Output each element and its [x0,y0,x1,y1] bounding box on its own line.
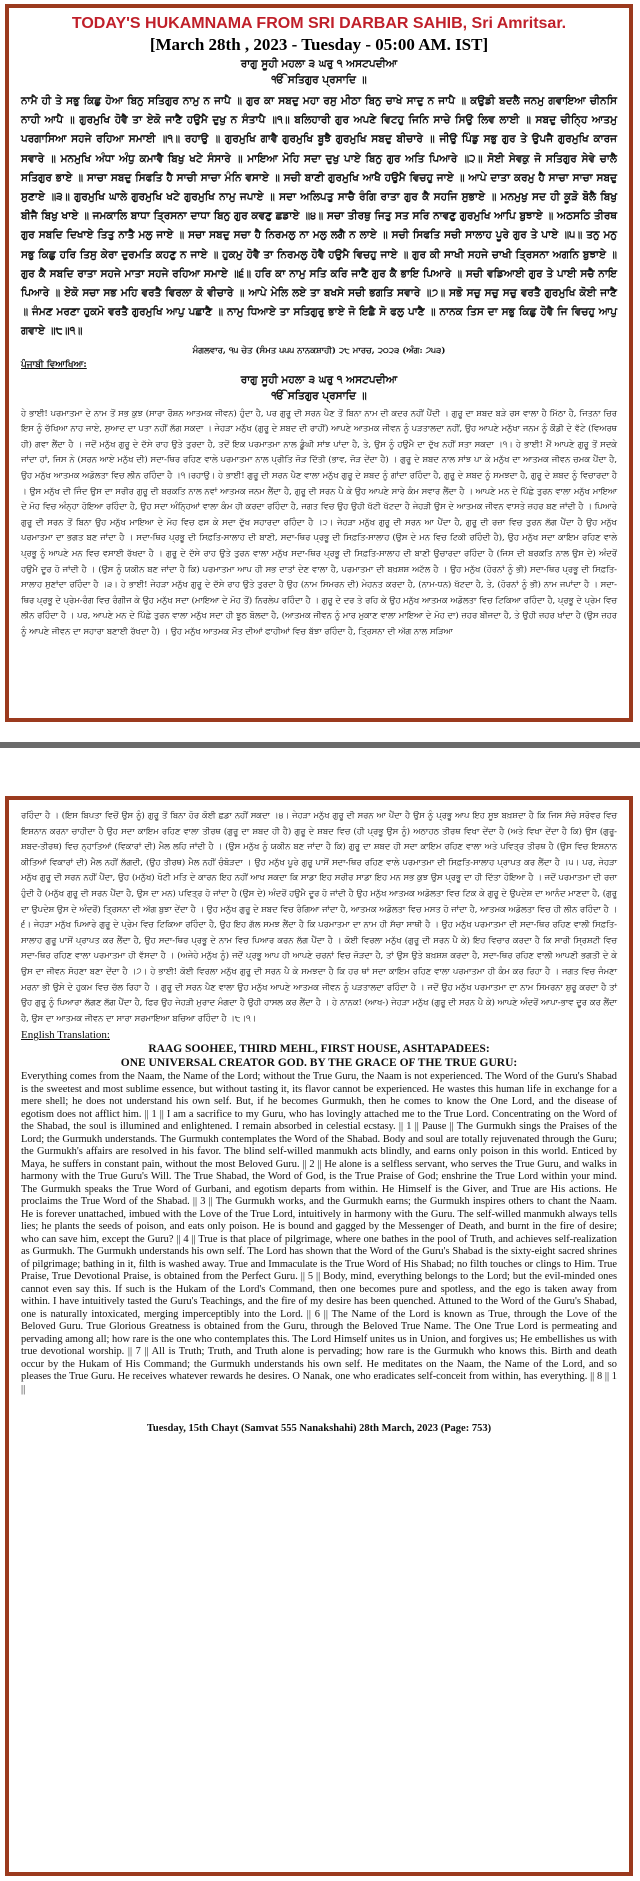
punjabi-explanation-label: ਪੰਜਾਬੀ ਵਿਆਖਿਆ: [21,359,87,370]
date-line: [March 28th , 2023 - Tuesday - 05:00 AM. IST] [149,35,489,54]
raag-heading-2: ਰਾਗੁ ਸੂਹੀ ਮਹਲਾ ੩ ਘਰੁ ੧ ਅਸਟਪਦੀਆ [240,373,398,386]
gurbani-text: ਨਾਮੈ ਹੀ ਤੇ ਸਭੁ ਕਿਛੁ ਹੋਆ ਬਿਨੁ ਸਤਿਗੁਰ ਨਾਮੁ ਨ ਜਾਪੈ ॥ ਗੁਰ ਕਾ ਸਬਦੁ ਮਹਾ ਰਸੁ ਮੀਠਾ ਬਿਨੁ ਚਾਖੇ ਸਾਦੁ ਨ ਜਾਪੈ ॥ ਕਉਡੀ ਬਦਲੈ ਜਨਮੁ ਗਵਾਇਆ ਚੀਨਸਿ ਨਾਹੀ ਆਪੈ ॥ ਗੁਰਮੁਖਿ ਹੋਵੈ ਤਾ ਏਕੋ ਜਾਣੈ ਹਉਮੈ ਦੁਖੁ ਨ ਸੰਤਾਪੈ ॥੧॥ ਬਲਿਹਾਰੀ ਗੁਰ ਅਪਣੇ ਵਿਟਹੁ ਜਿਨਿ ਸਾਚੇ ਸਿਉ ਲਿਵ ਲਾਈ ॥ ਸਬਦੁ ਚੀਨ੍ਹਿ ਆਤਮੁ ਪਰਗਾਸਿਆ ਸਹਜੇ ਰਹਿਆ ਸਮਾਈ ॥੧॥ ਰਹਾਉ ॥ ਗੁਰਮੁਖਿ ਗਾਵੈ ਗੁਰਮੁਖਿ ਬੂਝੈ ਗੁਰਮੁਖਿ ਸਬਦੁ ਬੀਚਾਰੇ ॥ ਜੀਉ ਪਿੰਡੁ ਸਭੁ ਗੁਰ ਤੇ ਉਪਜੈ ਗੁਰਮੁਖਿ ਕਾਰਜ ਸਵਾਰੇ ॥ ਮਨਮੁਖਿ ਅੰਧਾ ਅੰਧੁ ਕਮਾਵੈ ਬਿਖੁ ਖਟੇ ਸੰਸਾਰੇ ॥ ਮਾਇਆ ਮੋਹਿ ਸਦਾ ਦੁਖੁ ਪਾਏ ਬਿਨੁ ਗੁਰ ਅਤਿ ਪਿਆਰੇ ॥੨॥ ਸੋਈ ਸੇਵਕੁ ਜੋ ਸਤਿਗੁਰ ਸੇਵੇ ਚਾਲੈ ਸਤਿਗੁਰ ਭਾਏ ॥ ਸਾਚਾ ਸਬਦੁ ਸਿਫਤਿ ਹੈ ਸਾਚੀ ਸਾਚਾ ਮੰਨਿ ਵਸਾਏ ॥ ਸਚੀ ਬਾਣੀ ਗੁਰਮੁਖਿ ਆਖੈ ਹਉਮੈ ਵਿਚਹੁ ਜਾਏ ॥ ਆਪੇ ਦਾਤਾ ਕਰਮੁ ਹੈ ਸਾਚਾ ਸਾਚਾ ਸਬਦੁ ਸੁਣਾਏ ॥੩॥ ਗੁਰਮੁਖਿ ਘਾਲੇ ਗੁਰਮੁਖਿ ਖਟੇ ਗੁਰਮੁਖਿ ਨਾਮੁ ਜਪਾਏ ॥ ਸਦਾ ਅਲਿਪਤੁ ਸਾਚੈ ਰੰਗਿ ਰਾਤਾ ਗੁਰ ਕੈ ਸਹਜਿ ਸੁਭਾਏ ॥ ਮਨਮੁਖੁ ਸਦ ਹੀ ਕੂੜੋ ਬੋਲੈ ਬਿਖੁ ਬੀਜੈ ਬਿਖੁ ਖਾਏ ॥ ਜਮਕਾਲਿ ਬਾਧਾ ਤ੍ਰਿਸਨਾ ਦਾਧਾ ਬਿਨੁ ਗੁਰ ਕਵਣੁ ਛਡਾਏ ॥੪॥ ਸਚਾ ਤੀਰਥੁ ਜਿਤੁ ਸਤ ਸਰਿ ਨਾਵਣੁ ਗੁਰਮੁਖਿ ਆਪਿ ਬੁਝਾਏ ॥ ਅਠਸਠਿ ਤੀਰਥ ਗੁਰ ਸਬਦਿ ਦਿਖਾਏ ਤਿਤੁ ਨਾਤੈ ਮਲੁ ਜਾਏ ॥ ਸਚਾ ਸਬਦੁ ਸਚਾ ਹੈ ਨਿਰਮਲੁ ਨਾ ਮਲੁ ਲਗੈ ਨ ਲਾਏ ॥ ਸਚੀ ਸਿਫਤਿ ਸਚੀ ਸਾਲਾਹ ਪੂਰੇ ਗੁਰ ਤੇ ਪਾਏ ॥੫॥ ਤਨੁ ਮਨੁ ਸਭੁ ਕਿਛੁ ਹਰਿ ਤਿਸੁ ਕੇਰਾ ਦੁਰਮਤਿ ਕਹਣੁ ਨ ਜਾਏ ॥ ਹੁਕਮੁ ਹੋਵੈ ਤਾ ਨਿਰਮਲੁ ਹੋਵੈ ਹਉਮੈ ਵਿਚਹੁ ਜਾਏ ॥ ਗੁਰ ਕੀ ਸਾਖੀ ਸਹਜੇ ਚਾਖੀ ਤ੍ਰਿਸਨਾ ਅਗਨਿ ਬੁਝਾਏ ॥ ਗੁਰ ਕੈ ਸਬਦਿ ਰਾਤਾ ਸਹਜੇ ਮਾਤਾ ਸਹਜੇ ਰਹਿਆ ਸਮਾਏ ॥੬॥ ਹਰਿ ਕਾ ਨਾਮੁ ਸਤਿ ਕਰਿ ਜਾਣੈ ਗੁਰ ਕੈ ਭਾਇ ਪਿਆਰੇ ॥ ਸਚੀ ਵਡਿਆਈ ਗੁਰ ਤੇ ਪਾਈ ਸਚੈ ਨਾਇ ਪਿਆਰੇ ॥ ਏਕੋ ਸਚਾ ਸਭ ਮਹਿ ਵਰਤੈ ਵਿਰਲਾ ਕੋ ਵੀਚਾਰੇ ॥ ਆਪੇ ਮੇਲਿ ਲਏ ਤਾ ਬਖਸੇ ਸਚੀ ਭਗਤਿ ਸਵਾਰੇ ॥੭॥ ਸਭੋ ਸਚੁ ਸਚੁ ਸਚੁ ਵਰਤੈ ਗੁਰਮੁਖਿ ਕੋਈ ਜਾਣੈ ॥ ਜੰਮਣ ਮਰਣਾ ਹੁਕਮੋ ਵਰਤੈ ਗੁਰਮੁਖਿ ਆਪੁ ਪਛਾਣੈ ॥ ਨਾਮੁ ਧਿਆਏ ਤਾ ਸਤਿਗੁਰੁ ਭਾਏ ਜੋ ਇਛੈ ਸੋ ਫਲੁ ਪਾਣੈ ॥ ਨਾਨਕ ਤਿਸ ਦਾ ਸਭੁ ਕਿਛੁ ਹੋਵੈ ਜਿ ਵਿਚਹੁ ਆਪੁ ਗਵਾਏ ॥੮॥੧॥ [21,95,617,338]
hukamnama-bottom-panel [5,796,633,1876]
english-translation-text: Everything comes from the Naam, the Name of the Lord; without the True Guru, the Naam is not experienced. The Word of the Guru's Shabad is the sweetest and most sublime essence, but without tasting it, its flavor cannot be experienced. He wastes this human life in exchange for a mere shell; he does not understand his own self. But, if he becomes Gurmukh, then he comes to know the One Lord, and the disease of egotism does not afflict him. || 1 || I am a sacrifice to my Guru, who has lovingly attached me to the True Lord. Concentrating on the Word of the Shabad, the soul is illumined and enlightened. I remain absorbed in celestial ecstasy. || 1 || Pause || The Gurmukh sings the Praises of the Lord; the Gurmukh understands. The Gurmukh contemplates the Word of the Shabad. Body and soul are totally rejuvenated through the Guru; the Gurmukh's affairs are resolved in his favor. The blind self-willed manmukh acts blindly, and earns only poison in this world. Enticed by Maya, he suffers in constant pain, without the most Beloved Guru. || 2 || He alone is a selfless servant, who serves the True Guru, and walks in harmony with the True Guru's Will. The True Shabad, the Word of God, is the True Praise of God; enshrine the True Lord within your mind. The Gurmukh speaks the True Word of Gurbani, and egotism departs from within. He Himself is the Giver, and True are His actions. He proclaims the True Word of the Shabad. || 3 || The Gurmukh works, and the Gurmukh earns; the Gurmukh inspires others to chant the Naam. He is forever unattached, imbued with the Love of the True Lord, intuitively in harmony with the Guru. The self-willed manmukh always tells lies; he plants the seeds of poison, and eats only poison. He is bound and gagged by the Messenger of Death, and burnt in the fire of desire; who can save him, except the Guru? || 4 || True is that place of pilgrimage, where one bathes in the pool of Truth, and achieves self-realization as Gurmukh. The Gurmukh understands his own self. The Lord has shown that the Word of the Guru's Shabad is the sixty-eight sacred shrines of pilgrimage; bathing in it, filth is washed away. True and Immaculate is the True Word of His Shabad; no filth touches or clings to Him. True Praise, True Devotional Praise, is obtained from the Perfect Guru. || 5 || Body, mind, everything belongs to the Lord; but the evil-minded ones cannot even say this. If such is the Hukam of the Lord's Command, then one becomes pure and spotless, and the ego is taken away from within. I have intuitively tasted the Guru's Teachings, and the fire of my desire has been quenched. Attuned to the Word of the Guru's Shabad, one is naturally intoxicated, merging imperceptibly into the Lord. || 6 || The Name of the Lord is known as True, through the Love of the Beloved Guru. True Glorious Greatness is obtained from the Guru, through the Beloved True Name. The One True Lord is permeating and pervading among all; how rare is the one who contemplates this. The Lord Himself unites us in Union, and forgives us; He embellishes us with true devotional worship. || 7 || All is Truth; Truth, and Truth alone is pervading; how rare is the Gurmukh who knows this. Birth and death occur by the Hukam of His Command; the Gurmukh understands his own self. He meditates on the Naam, the Name of the Lord, and so pleases the True Guru. He receives whatever rewards he desires. O Nanak, one who eradicates self-conceit from within, has everything. || 8 || 1 || [21,1071,617,1395]
page-title: TODAY'S HUKAMNAMA FROM SRI DARBAR SAHIB, Sri Amritsar. [71,15,567,32]
english-translation-label: English Translation: [21,1029,110,1042]
hukamnama-top-panel [5,4,633,722]
punjabi-explanation-continued: ਰਹਿੰਦਾ ਹੈ । (ਇਸ ਬਿਪਤਾ ਵਿਚੋਂ ਉਸ ਨੂੰ) ਗੁਰੂ ਤੋਂ ਬਿਨਾ ਹੋਰ ਕੋਈ ਛਡਾ ਨਹੀਂ ਸਕਦਾ ।੪। ਜੇਹੜਾ ਮਨੁੱਖ ਗੁਰੂ ਦੀ ਸਰਨ ਆ ਪੈਂਦਾ ਹੈ ਉਸ ਨੂੰ ਪ੍ਰਭੂ ਆਪ ਇਹ ਸੂਝ ਬਖ਼ਸ਼ਦਾ ਹੈ ਕਿ ਜਿਸ ਸੱਚੇ ਸਰੋਵਰ ਵਿਚ ਇਸ਼ਨਾਨ ਕਰਨਾ ਚਾਹੀਦਾ ਹੈ ਉਹ ਸਦਾ ਕਾਇਮ ਰਹਿਣ ਵਾਲਾ ਤੀਰਥ (ਗੁਰੂ ਦਾ ਸ਼ਬਦ ਹੀ ਹੈ) ਗੁਰੂ ਦੇ ਸ਼ਬਦ ਵਿਚ (ਹੀ ਪ੍ਰਭੂ ਉਸ ਨੂੰ) ਅਠਾਹਠ ਤੀਰਥ ਵਿਖਾ ਦੇਂਦਾ ਹੈ (ਅਤੇ ਵਿਖਾ ਦੇਂਦਾ ਹੈ ਕਿ) ਉਸ (ਗੁਰੂ-ਸ਼ਬਦ-ਤੀਰਥ) ਵਿਚ ਨ੍ਹਾਤਿਆਂ (ਵਿਕਾਰਾਂ ਦੀ) ਮੈਲ ਲਹਿ ਜਾਂਦੀ ਹੈ । (ਉਸ ਮਨੁੱਖ ਨੂੰ ਯਕੀਨ ਬਣ ਜਾਂਦਾ ਹੈ ਕਿ) ਗੁਰੂ ਦਾ ਸ਼ਬਦ ਹੀ ਸਦਾ ਕਾਇਮ ਰਹਿਣ ਵਾਲਾ ਅਤੇ ਪਵਿਤ੍ਰ ਤੀਰਥ ਹੈ (ਉਸ ਵਿਚ ਇਸ਼ਨਾਨ ਕੀਤਿਆਂ ਵਿਕਾਰਾਂ ਦੀ) ਮੈਲ ਨਹੀਂ ਲੱਗਦੀ, (ਉਹ ਤੀਰਥ) ਮੈਲ ਨਹੀਂ ਚੰਬੋੜਦਾ । ਉਹ ਮਨੁੱਖ ਪੂਰੇ ਗੁਰੂ ਪਾਸੋਂ ਸਦਾ-ਥਿਰ ਰਹਿਣ ਵਾਲੇ ਪਰਮਾਤਮਾ ਦੀ ਸਿਫ਼ਤਿ-ਸਾਲਾਹ ਪ੍ਰਾਪਤ ਕਰ ਲੈਂਦਾ ਹੈ ।੫। ਪਰ, ਜੇਹੜਾ ਮਨੁੱਖ ਗੁਰੂ ਦੀ ਸਰਨ ਨਹੀਂ ਪੈਂਦਾ, ਉਹ (ਮਨੁੱਖ) ਖੋਟੀ ਮਤਿ ਦੇ ਕਾਰਨ ਇਹ ਨਹੀਂ ਆਖ ਸਕਦਾ ਕਿ ਸਾਡਾ ਇਹ ਸਰੀਰ ਸਾਡਾ ਇਹ ਮਨ ਸਭ ਕੁਝ ਉਸ ਪ੍ਰਭੂ ਦਾ ਹੀ ਦਿੱਤਾ ਹੋਇਆ ਹੈ । ਜਦੋਂ ਪਰਮਾਤਮਾ ਦੀ ਰਜ਼ਾ ਹੁੰਦੀ ਹੈ (ਮਨੁੱਖ ਗੁਰੂ ਦੀ ਸਰਨ ਪੈਂਦਾ ਹੈ, ਉਸ ਦਾ ਮਨ) ਪਵਿਤ੍ਰ ਹੋ ਜਾਂਦਾ ਹੈ (ਉਸ ਦੇ) ਅੰਦਰੋਂ ਹਉਮੈ ਦੂਰ ਹੋ ਜਾਂਦੀ ਹੈ ਉਹ ਮਨੁੱਖ ਆਤਮਕ ਅਡੋਲਤਾ ਵਿਚ ਟਿਕ ਕੇ ਗੁਰੂ ਦੇ ਉਪਦੇਸ਼ ਦਾ ਆਨੰਦ ਮਾਣਦਾ ਹੈ, (ਗੁਰੂ ਦਾ ਉਪਦੇਸ਼ ਉਸ ਦੇ ਅੰਦਰੋਂ) ਤ੍ਰਿਸਨਾ ਦੀ ਅੱਗ ਬੁਝਾ ਦੇਂਦਾ ਹੈ । ਉਹ ਮਨੁੱਖ ਗੁਰੂ ਦੇ ਸ਼ਬਦ ਵਿਚ ਰੰਗਿਆ ਜਾਂਦਾ ਹੈ, ਆਤਮਕ ਅਡੋਲਤਾ ਵਿਚ ਮਸਤ ਹੋ ਜਾਂਦਾ ਹੈ, ਆਤਮਕ ਅਡੋਲਤਾ ਵਿਚ ਹੀ ਲੀਨ ਰਹਿੰਦਾ ਹੈ ।੬। ਜੇਹੜਾ ਮਨੁੱਖ ਪਿਆਰੇ ਗੁਰੂ ਦੇ ਪ੍ਰੇਮ ਵਿਚ ਟਿਕਿਆ ਰਹਿੰਦਾ ਹੈ, ਉਹ ਇਹ ਗੱਲ ਸਮਝ ਲੈਂਦਾ ਹੈ ਕਿ ਪਰਮਾਤਮਾ ਦਾ ਨਾਮ ਹੀ ਸੱਚਾ ਸਾਥੀ ਹੈ । ਉਹ ਮਨੁੱਖ ਪਰਮਾਤਮਾ ਦੀ ਸਦਾ-ਥਿਰ ਰਹਿਣ ਵਾਲੀ ਸਿਫ਼ਤਿ-ਸਾਲਾਹ ਗੁਰੂ ਪਾਸੋਂ ਪ੍ਰਾਪਤ ਕਰ ਲੈਂਦਾ ਹੈ, ਉਹ ਸਦਾ-ਥਿਰ ਪ੍ਰਭੂ ਦੇ ਨਾਮ ਵਿਚ ਪਿਆਰ ਕਰਨ ਲੱਗ ਪੈਂਦਾ ਹੈ । ਕੋਈ ਵਿਰਲਾ ਮਨੁੱਖ (ਗੁਰੂ ਦੀ ਸਰਨ ਪੈ ਕੇ) ਇਹ ਵਿਚਾਰ ਕਰਦਾ ਹੈ ਕਿ ਸਾਰੀ ਸ੍ਰਿਸ਼ਟੀ ਵਿਚ ਸਦਾ-ਥਿਰ ਰਹਿਣ ਵਾਲਾ ਪਰਮਾਤਮਾ ਹੀ ਵੱਸਦਾ ਹੈ । (ਅਜੇਹੇ ਮਨੁੱਖ ਨੂੰ) ਜਦੋਂ ਪ੍ਰਭੂ ਆਪ ਹੀ ਆਪਣੇ ਚਰਨਾਂ ਵਿਚ ਜੋੜਦਾ ਹੈ, ਤਾਂ ਉਸ ਉਤੇ ਬਖ਼ਸ਼ਸ਼ ਕਰਦਾ ਹੈ, ਸਦਾ-ਥਿਰ ਰਹਿਣ ਵਾਲੀ ਆਪਣੀ ਭਗਤੀ ਦੇ ਕੇ ਉਸ ਦਾ ਜੀਵਨ ਸੋਹਣਾ ਬਣਾ ਦੇਂਦਾ ਹੈ ।੭। ਹੇ ਭਾਈ! ਕੋਈ ਵਿਰਲਾ ਮਨੁੱਖ ਗੁਰੂ ਦੀ ਸਰਨ ਪੈ ਕੇ ਸਮਝਦਾ ਹੈ ਕਿ ਹਰ ਥਾਂ ਸਦਾ ਕਾਇਮ ਰਹਿਣ ਵਾਲਾ ਪਰਮਾਤਮਾ ਹੀ ਕੰਮ ਕਰ ਰਿਹਾ ਹੈ । ਜਗਤ ਵਿਚ ਜੰਮਣਾ ਮਰਨਾ ਭੀ ਉਸੇ ਦੇ ਹੁਕਮ ਵਿਚ ਚੱਲ ਰਿਹਾ ਹੈ । ਗੁਰੂ ਦੀ ਸਰਨ ਪੈਣ ਵਾਲਾ ਉਹ ਮਨੁੱਖ ਆਪਣੇ ਆਤਮਕ ਜੀਵਨ ਨੂੰ ਪੜਤਾਲਦਾ ਰਹਿੰਦਾ ਹੈ । ਜਦੋਂ ਉਹ ਮਨੁੱਖ ਪਰਮਾਤਮਾ ਦਾ ਨਾਮ ਸਿਮਰਨਾ ਸ਼ੁਰੂ ਕਰਦਾ ਹੈ ਤਾਂ ਉਹ ਗੁਰੂ ਨੂੰ ਪਿਆਰਾ ਲੱਗਣ ਲੱਗ ਪੈਂਦਾ ਹੈ, ਫਿਰ ਉਹ ਜੇਹੜੀ ਮੁਰਾਦ ਮੰਗਦਾ ਹੈ ਉਹੀ ਹਾਸਲ ਕਰ ਲੈਂਦਾ ਹੈ । ਹੇ ਨਾਨਕ! (ਆਖ-) ਜੇਹੜਾ ਮਨੁੱਖ (ਗੁਰੂ ਦੀ ਸਰਨ ਪੈ ਕੇ) ਆਪਣੇ ਅੰਦਰੋਂ ਆਪਾ-ਭਾਵ ਦੂਰ ਕਰ ਲੈਂਦਾ ਹੈ, ਉਸ ਦਾ ਆਤਮਕ ਜੀਵਨ ਦਾ ਸਾਰਾ ਸਰਮਾਇਆ ਬਚਿਆ ਰਹਿੰਦਾ ਹੈ ।੮।੧। [21,810,617,1023]
ik-onkar-heading-2: ੴ ਸਤਿਗੁਰ ਪ੍ਰਸਾਦਿ ॥ [271,389,367,402]
ik-onkar-heading: ੴ ਸਤਿਗੁਰ ਪ੍ਰਸਾਦਿ ॥ [271,74,367,86]
footer-date: Tuesday, 15th Chayt (Samvat 555 Nanakshahi) 28th March, 2023 (Page: 753) [146,1423,492,1435]
divider [0,742,640,748]
english-heading-ik-onkar: ONE UNIVERSAL CREATOR GOD. BY THE GRACE OF THE TRUE GURU: [120,1057,518,1070]
nanakshahi-date: ਮੰਗਲਵਾਰ, ੧੫ ਚੇਤ (ਸੰਮਤ ੫੫੫ ਨਾਨਕਸ਼ਾਹੀ) ੨੮ ਮਾਰਚ, ੨੦੨੩ (ਅੰਗ: ੭੫੩) [192,345,446,356]
punjabi-explanation-text: ਹੇ ਭਾਈ! ਪਰਮਾਤਮਾ ਦੇ ਨਾਮ ਤੋਂ ਸਭ ਕੁਝ (ਸਾਰਾ ਰੌਸ਼ਨ ਆਤਮਕ ਜੀਵਨ) ਹੁੰਦਾ ਹੈ, ਪਰ ਗੁਰੂ ਦੀ ਸਰਨ ਪੈਣ ਤੋਂ ਬਿਨਾ ਨਾਮ ਦੀ ਕਦਰ ਨਹੀਂ ਪੈਂਦੀ । ਗੁਰੂ ਦਾ ਸ਼ਬਦ ਬੜੇ ਰਸ ਵਾਲਾ ਹੈ ਮਿੱਠਾ ਹੈ, ਜਿਤਨਾ ਚਿਰ ਇਸ ਨੂੰ ਚੱਖਿਆ ਨਾਹ ਜਾਏ, ਸੁਆਦ ਦਾ ਪਤਾ ਨਹੀਂ ਲੱਗ ਸਕਦਾ । ਜੇਹੜਾ ਮਨੁੱਖ (ਗੁਰੂ ਦੇ ਸ਼ਬਦ ਦੀ ਰਾਹੀਂ) ਆਪਣੇ ਆਤਮਕ ਜੀਵਨ ਨੂੰ ਪੜਤਾਲਦਾ ਨਹੀਂ, ਉਹ ਆਪਣੇ ਮਨੁੱਖਾ ਜਨਮ ਨੂੰ ਕੌਡੀ ਦੇ ਵੱਟੇ (ਵਿਅਰਥ ਹੀ) ਗਵਾ ਲੈਂਦਾ ਹੈ । ਜਦੋਂ ਮਨੁੱਖ ਗੁਰੂ ਦੇ ਦੱਸੇ ਰਾਹ ਉਤੇ ਤੁਰਦਾ ਹੈ, ਤਦੋਂ ਇਕ ਪਰਮਾਤਮਾ ਨਾਲ ਡੂੰਘੀ ਸਾਂਝ ਪਾਂਦਾ ਹੈ, ਤੇ, ਉਸ ਨੂੰ ਹਉਮੈ ਦਾ ਦੁੱਖ ਨਹੀਂ ਸਤਾ ਸਕਦਾ ।੧। ਹੇ ਭਾਈ! ਮੈਂ ਆਪਣੇ ਗੁਰੂ ਤੋਂ ਸਦਕੇ ਜਾਂਦਾ ਹਾਂ, ਜਿਸ ਨੇ (ਸਰਨ ਆਏ ਮਨੁੱਖ ਦੀ) ਸਦਾ-ਥਿਰ ਰਹਿਣ ਵਾਲੇ ਪਰਮਾਤਮਾ ਨਾਲ ਪ੍ਰੀਤਿ ਜੋੜ ਦਿੱਤੀ (ਭਾਵ, ਜੋੜ ਦੇਂਦਾ ਹੈ) । ਗੁਰੂ ਦੇ ਸ਼ਬਦ ਨਾਲ ਸਾਂਝ ਪਾ ਕੇ ਮਨੁੱਖ ਦਾ ਆਤਮਕ ਜੀਵਨ ਚਮਕ ਪੈਂਦਾ ਹੈ, ਉਹ ਮਨੁੱਖ ਆਤਮਕ ਅਡੋਲਤਾ ਵਿਚ ਲੀਨ ਰਹਿੰਦਾ ਹੈ ।੧।ਰਹਾਉ। ਹੇ ਭਾਈ! ਗੁਰੂ ਦੀ ਸਰਨ ਪੈਣ ਵਾਲਾ ਮਨੁੱਖ ਗੁਰੂ ਦੇ ਸ਼ਬਦ ਨੂੰ ਗਾਂਦਾ ਰਹਿੰਦਾ ਹੈ, ਗੁਰੂ ਦੇ ਸ਼ਬਦ ਨੂੰ ਸਮਝਦਾ ਹੈ, ਗੁਰੂ ਦੇ ਸ਼ਬਦ ਨੂੰ ਵਿਚਾਰਦਾ ਹੈ । ਉਸ ਮਨੁੱਖ ਦੀ ਜਿੰਦ ਉਸ ਦਾ ਸਰੀਰ ਗੁਰੂ ਦੀ ਬਰਕਤਿ ਨਾਲ ਨਵਾਂ ਆਤਮਕ ਜਨਮ ਲੈਂਦਾ ਹੈ, ਗੁਰੂ ਦੀ ਸਰਨ ਪੈ ਕੇ ਉਹ ਆਪਣੇ ਸਾਰੇ ਕੰਮ ਸਵਾਰ ਲੈਂਦਾ ਹੈ । ਆਪਣੇ ਮਨ ਦੇ ਪਿੱਛੇ ਤੁਰਨ ਵਾਲਾ ਮਨੁੱਖ ਮਾਇਆ ਦੇ ਮੋਹ ਵਿਚ ਅੰਨ੍ਹਾ ਹੋਇਆ ਰਹਿੰਦਾ ਹੈ, ਉਹ ਸਦਾ ਅੰਨ੍ਹਿਆਂ ਵਾਲਾ ਕੰਮ ਹੀ ਕਰਦਾ ਰਹਿੰਦਾ ਹੈ, ਜਗਤ ਵਿਚ ਉਹ ਉਹੀ ਖੱਟੀ ਖੱਟਦਾ ਹੈ ਜੇਹੜੀ ਉਸ ਦੇ ਆਤਮਕ ਜੀਵਨ ਵਾਸਤੇ ਜ਼ਹਰ ਬਣ ਜਾਂਦੀ ਹੈ । ਪਿਆਰੇ ਗੁਰੂ ਦੀ ਸਰਨ ਤੋਂ ਬਿਨਾ ਉਹ ਮਨੁੱਖ ਮਾਇਆ ਦੇ ਮੋਹ ਵਿਚ ਫਸ ਕੇ ਸਦਾ ਦੁੱਖ ਸਹਾਰਦਾ ਰਹਿੰਦਾ ਹੈ ।੨। ਜੇਹੜਾ ਮਨੁੱਖ ਗੁਰੂ ਦੀ ਸਰਨ ਆ ਪੈਂਦਾ ਹੈ, ਗੁਰੂ ਦੀ ਰਜ਼ਾ ਵਿਚ ਤੁਰਨ ਲੱਗ ਪੈਂਦਾ ਹੈ ਉਹ ਮਨੁੱਖ ਪਰਮਾਤਮਾ ਦਾ ਭਗਤ ਬਣ ਜਾਂਦਾ ਹੈ । ਸਦਾ-ਥਿਰ ਪ੍ਰਭੂ ਦੀ ਸਿਫ਼ਤਿ-ਸਾਲਾਹ ਦੀ ਬਾਣੀ, ਸਦਾ-ਥਿਰ ਪ੍ਰਭੂ ਦੀ ਸਿਫ਼ਤਿ-ਸਾਲਾਹ (ਉਸ ਦੇ ਮਨ ਵਿਚ ਟਿਕੀ ਰਹਿੰਦੀ ਹੈ), ਉਹ ਮਨੁੱਖ ਸਦਾ ਕਾਇਮ ਰਹਿਣ ਵਾਲੇ ਪ੍ਰਭੂ ਨੂੰ ਆਪਣੇ ਮਨ ਵਿਚ ਵਸਾਈ ਰੱਖਦਾ ਹੈ । ਗੁਰੂ ਦੇ ਦੱਸੇ ਰਾਹ ਉਤੇ ਤੁਰਨ ਵਾਲਾ ਮਨੁੱਖ ਸਦਾ-ਥਿਰ ਪ੍ਰਭੂ ਦੀ ਸਿਫ਼ਤਿ-ਸਾਲਾਹ ਦੀ ਬਾਣੀ ਉਚਾਰਦਾ ਰਹਿੰਦਾ ਹੈ (ਜਿਸ ਦੀ ਬਰਕਤਿ ਨਾਲ ਉਸ ਦੇ) ਅੰਦਰੋਂ ਹਉਮੈ ਦੂਰ ਹੋ ਜਾਂਦੀ ਹੈ । (ਉਸ ਨੂੰ ਯਕੀਨ ਬਣ ਜਾਂਦਾ ਹੈ ਕਿ) ਪਰਮਾਤਮਾ ਆਪ ਹੀ ਸਭ ਦਾਤਾਂ ਦੇਣ ਵਾਲਾ ਹੈ, ਪਰਮਾਤਮਾ ਦੀ ਬਖ਼ਸ਼ਸ਼ ਅਟੱਲ ਹੈ । ਉਹ ਮਨੁੱਖ (ਹੋਰਨਾਂ ਨੂੰ ਭੀ) ਸਦਾ-ਥਿਰ ਪ੍ਰਭੂ ਦੀ ਸਿਫ਼ਤਿ-ਸਾਲਾਹ ਸੁਣਾਂਦਾ ਰਹਿੰਦਾ ਹੈ ।੩। ਹੇ ਭਾਈ! ਜੇਹੜਾ ਮਨੁੱਖ ਗੁਰੂ ਦੇ ਦੱਸੇ ਰਾਹ ਉਤੇ ਤੁਰਦਾ ਹੈ ਉਹ (ਨਾਮ ਸਿਮਰਨ ਦੀ) ਮੇਹਨਤ ਕਰਦਾ ਹੈ, (ਨਾਮ-ਧਨ) ਖੱਟਦਾ ਹੈ, ਤੇ, (ਹੋਰਨਾਂ ਨੂੰ ਭੀ) ਨਾਮ ਜਪਾਂਦਾ ਹੈ । ਸਦਾ-ਥਿਰ ਪ੍ਰਭੂ ਦੇ ਪ੍ਰੇਮ-ਰੰਗ ਵਿਚ ਰੰਗੀਜ ਕੇ ਉਹ ਮਨੁੱਖ ਸਦਾ (ਮਾਇਆ ਦੇ ਮੋਹ ਤੋਂ) ਨਿਰਲੇਪ ਰਹਿੰਦਾ ਹੈ । ਗੁਰੂ ਦੇ ਦਰ ਤੇ ਰਹਿ ਕੇ ਉਹ ਮਨੁੱਖ ਆਤਮਕ ਅਡੋਲਤਾ ਵਿਚ ਟਿਕਿਆ ਰਹਿੰਦਾ ਹੈ, ਪ੍ਰਭੂ ਦੇ ਪ੍ਰੇਮ ਵਿਚ ਲੀਨ ਰਹਿੰਦਾ ਹੈ । ਪਰ, ਆਪਣੇ ਮਨ ਦੇ ਪਿੱਛੇ ਤੁਰਨ ਵਾਲਾ ਮਨੁੱਖ ਸਦਾ ਹੀ ਝੂਠ ਬੋਲਦਾ ਹੈ, (ਆਤਮਕ ਜੀਵਨ ਨੂੰ ਮਾਰ ਮੁਕਾਣ ਵਾਲਾ ਮਾਇਆ ਦੇ ਮੋਹ ਦਾ) ਜ਼ਹਰ ਬੀਜਦਾ ਹੈ, ਤੇ ਉਹੀ ਜ਼ਹਰ ਖਾਂਦਾ ਹੈ (ਉਸ ਜ਼ਹਰ ਨੂੰ ਆਪਣੇ ਜੀਵਨ ਦਾ ਸਹਾਰਾ ਬਣਾਈ ਰੱਖਦਾ ਹੈ) । ਉਹ ਮਨੁੱਖ ਆਤਮਕ ਮੌਤ ਦੀਆਂ ਫਾਹੀਆਂ ਵਿਚ ਬੱਝਾ ਰਹਿੰਦਾ ਹੈ, ਤ੍ਰਿਸਨਾ ਦੀ ਅੱਗ ਨਾਲ ਸੜਿਆ [21,407,617,636]
english-heading-raag: RAAG SOOHEE, THIRD MEHL, FIRST HOUSE, ASHTAPADEES: [148,1043,490,1056]
raag-heading: ਰਾਗੁ ਸੂਹੀ ਮਹਲਾ ੩ ਘਰੁ ੧ ਅਸਟਪਦੀਆ [240,58,398,70]
